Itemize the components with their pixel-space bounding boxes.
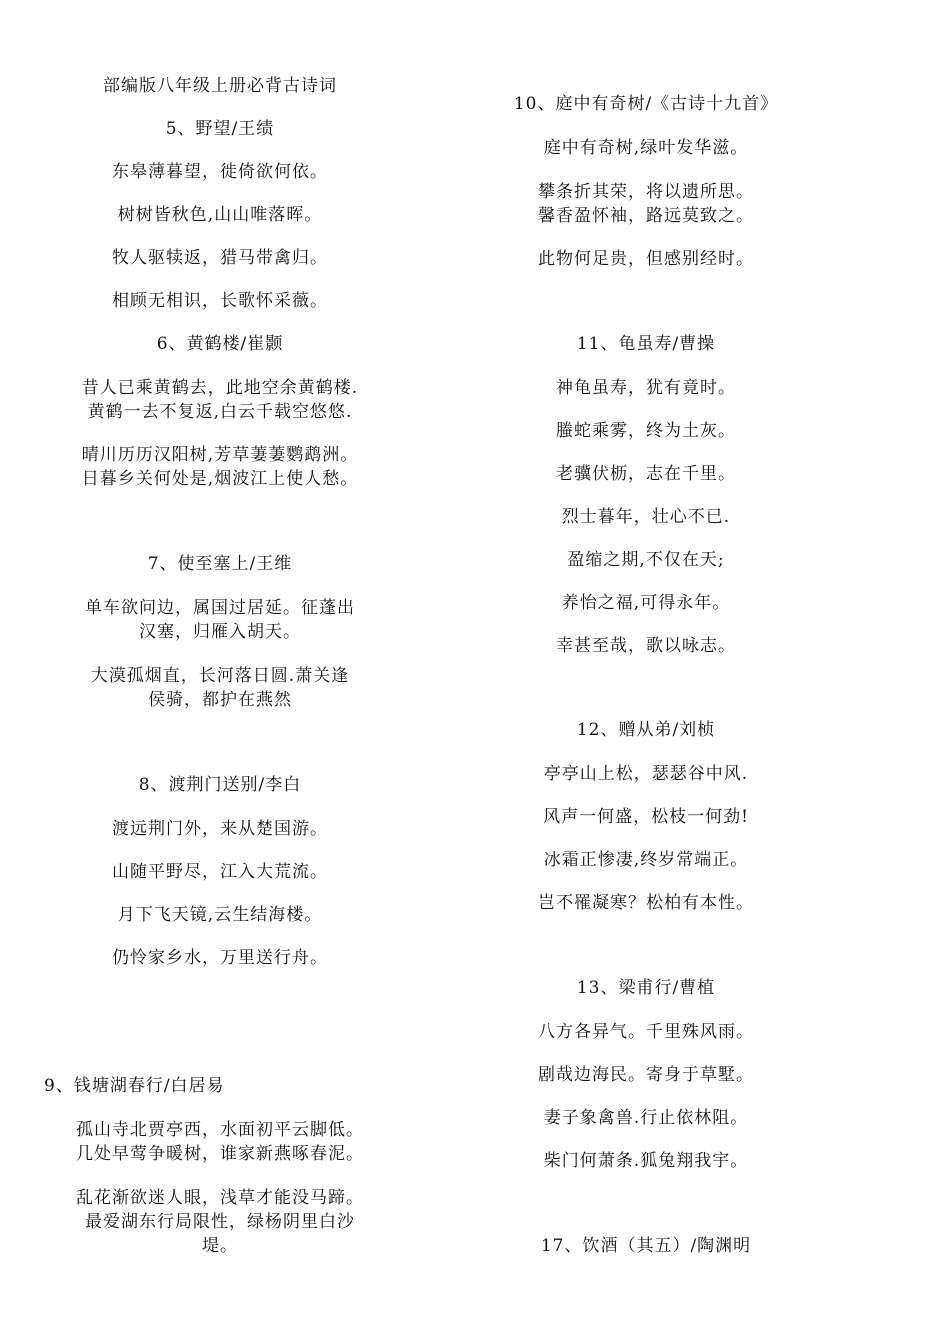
poem-line: 柴门何萧条.狐兔翔我宇。 — [543, 1151, 749, 1171]
poem-line: 妻子象禽兽.行止依林阻。 — [543, 1108, 749, 1128]
poem-title: 11、龟虽寿/曹操 — [576, 334, 716, 354]
poem-line: 烈士暮年，壮心不已. — [561, 507, 731, 527]
poem-line: 养怡之福,可得永年。 — [561, 593, 731, 613]
poem-title: 9、钱塘湖春行/白居易 — [44, 1076, 225, 1096]
poem-line: 昔人已乘黄鹤去，此地空余黄鹤楼. — [81, 378, 359, 398]
poem-line: 八方各异气。千里殊风雨。 — [538, 1022, 754, 1042]
poem-line: 几处早莺争暖树，谁家新燕啄春泥。 — [76, 1144, 364, 1164]
poem-line: 单车欲问边，属国过居延。征蓬出 — [85, 598, 355, 618]
poem-line: 剧哉边海民。寄身于草墅。 — [538, 1065, 754, 1085]
poem-line: 孤山寺北贾亭西，水面初平云脚低。 — [76, 1120, 364, 1140]
poem-line: 仍怜家乡水，万里送行舟。 — [112, 948, 328, 968]
poem-line: 东皋薄暮望，徙倚欲何依。 — [112, 162, 328, 182]
poem-line: 树树皆秋色,山山唯落晖。 — [117, 205, 323, 225]
poem-line: 相顾无相识，长歌怀采薇。 — [112, 291, 328, 311]
poem-line: 乱花渐欲迷人眼，浅草才能没马蹄。 — [76, 1188, 364, 1208]
poem-line: 晴川历历汉阳树,芳草萋萋鹦鹉洲。 — [81, 445, 359, 465]
poem-title: 17、饮酒（其五）/陶渊明 — [540, 1236, 752, 1256]
poem-line: 大漠孤烟直，长河落日圆.萧关逢 — [90, 666, 350, 686]
poem-title: 5、野望/王绩 — [165, 119, 275, 139]
poem-line: 冰霜正惨凄,终岁常端正。 — [543, 850, 749, 870]
poem-line: 岂不罹凝寒？松柏有本性。 — [538, 893, 754, 913]
poem-line: 日暮乡关何处是,烟波江上使人愁。 — [81, 469, 359, 489]
poem-line: 神龟虽寿，犹有竟时。 — [556, 378, 736, 398]
poem-title: 8、渡荆门送别/李白 — [138, 775, 302, 795]
poem-line: 汉塞，归雁入胡天。 — [139, 622, 301, 642]
poem-line: 月下飞天镜,云生结海楼。 — [117, 905, 323, 925]
poem-line: 牧人驱犊返，猎马带禽归。 — [112, 248, 328, 268]
document-title: 部编版八年级上册必背古诗词 — [103, 76, 337, 96]
poem-line: 馨香盈怀袖，路远莫致之。 — [538, 206, 754, 226]
poem-line: 渡远荆门外，来从楚国游。 — [112, 819, 328, 839]
poem-title: 13、梁甫行/曹植 — [576, 978, 716, 998]
poem-title: 7、使至塞上/王维 — [147, 554, 293, 574]
poem-line: 攀条折其荣，将以遗所思。 — [538, 182, 754, 202]
poem-title: 10、庭中有奇树/《古诗十九首》 — [513, 94, 779, 114]
poem-line: 亭亭山上松，瑟瑟谷中风. — [543, 764, 749, 784]
poem-line: 风声一何盛，松枝一何劲! — [543, 807, 749, 827]
poem-line: 黄鹤一去不复返,白云千载空悠悠. — [87, 402, 353, 422]
poem-line: 侯骑，都护在燕然 — [148, 690, 292, 710]
poem-title: 6、黄鹤楼/崔颢 — [156, 334, 284, 354]
poem-line: 螣蛇乘雾，终为土灰。 — [556, 421, 736, 441]
poem-line: 堤。 — [202, 1236, 238, 1256]
poem-title: 12、赠从弟/刘桢 — [576, 720, 716, 740]
poem-line: 庭中有奇树,绿叶发华滋。 — [543, 138, 749, 158]
poem-line: 此物何足贵，但感别经时。 — [538, 249, 754, 269]
poem-line: 盈缩之期,不仅在天; — [567, 550, 725, 570]
poem-line: 山随平野尽，江入大荒流。 — [112, 862, 328, 882]
poem-line: 老骥伏枥，志在千里。 — [556, 464, 736, 484]
poem-line: 最爱湖东行局限性，绿杨阴里白沙 — [85, 1212, 355, 1232]
poem-line: 幸甚至哉，歌以咏志。 — [556, 636, 736, 656]
